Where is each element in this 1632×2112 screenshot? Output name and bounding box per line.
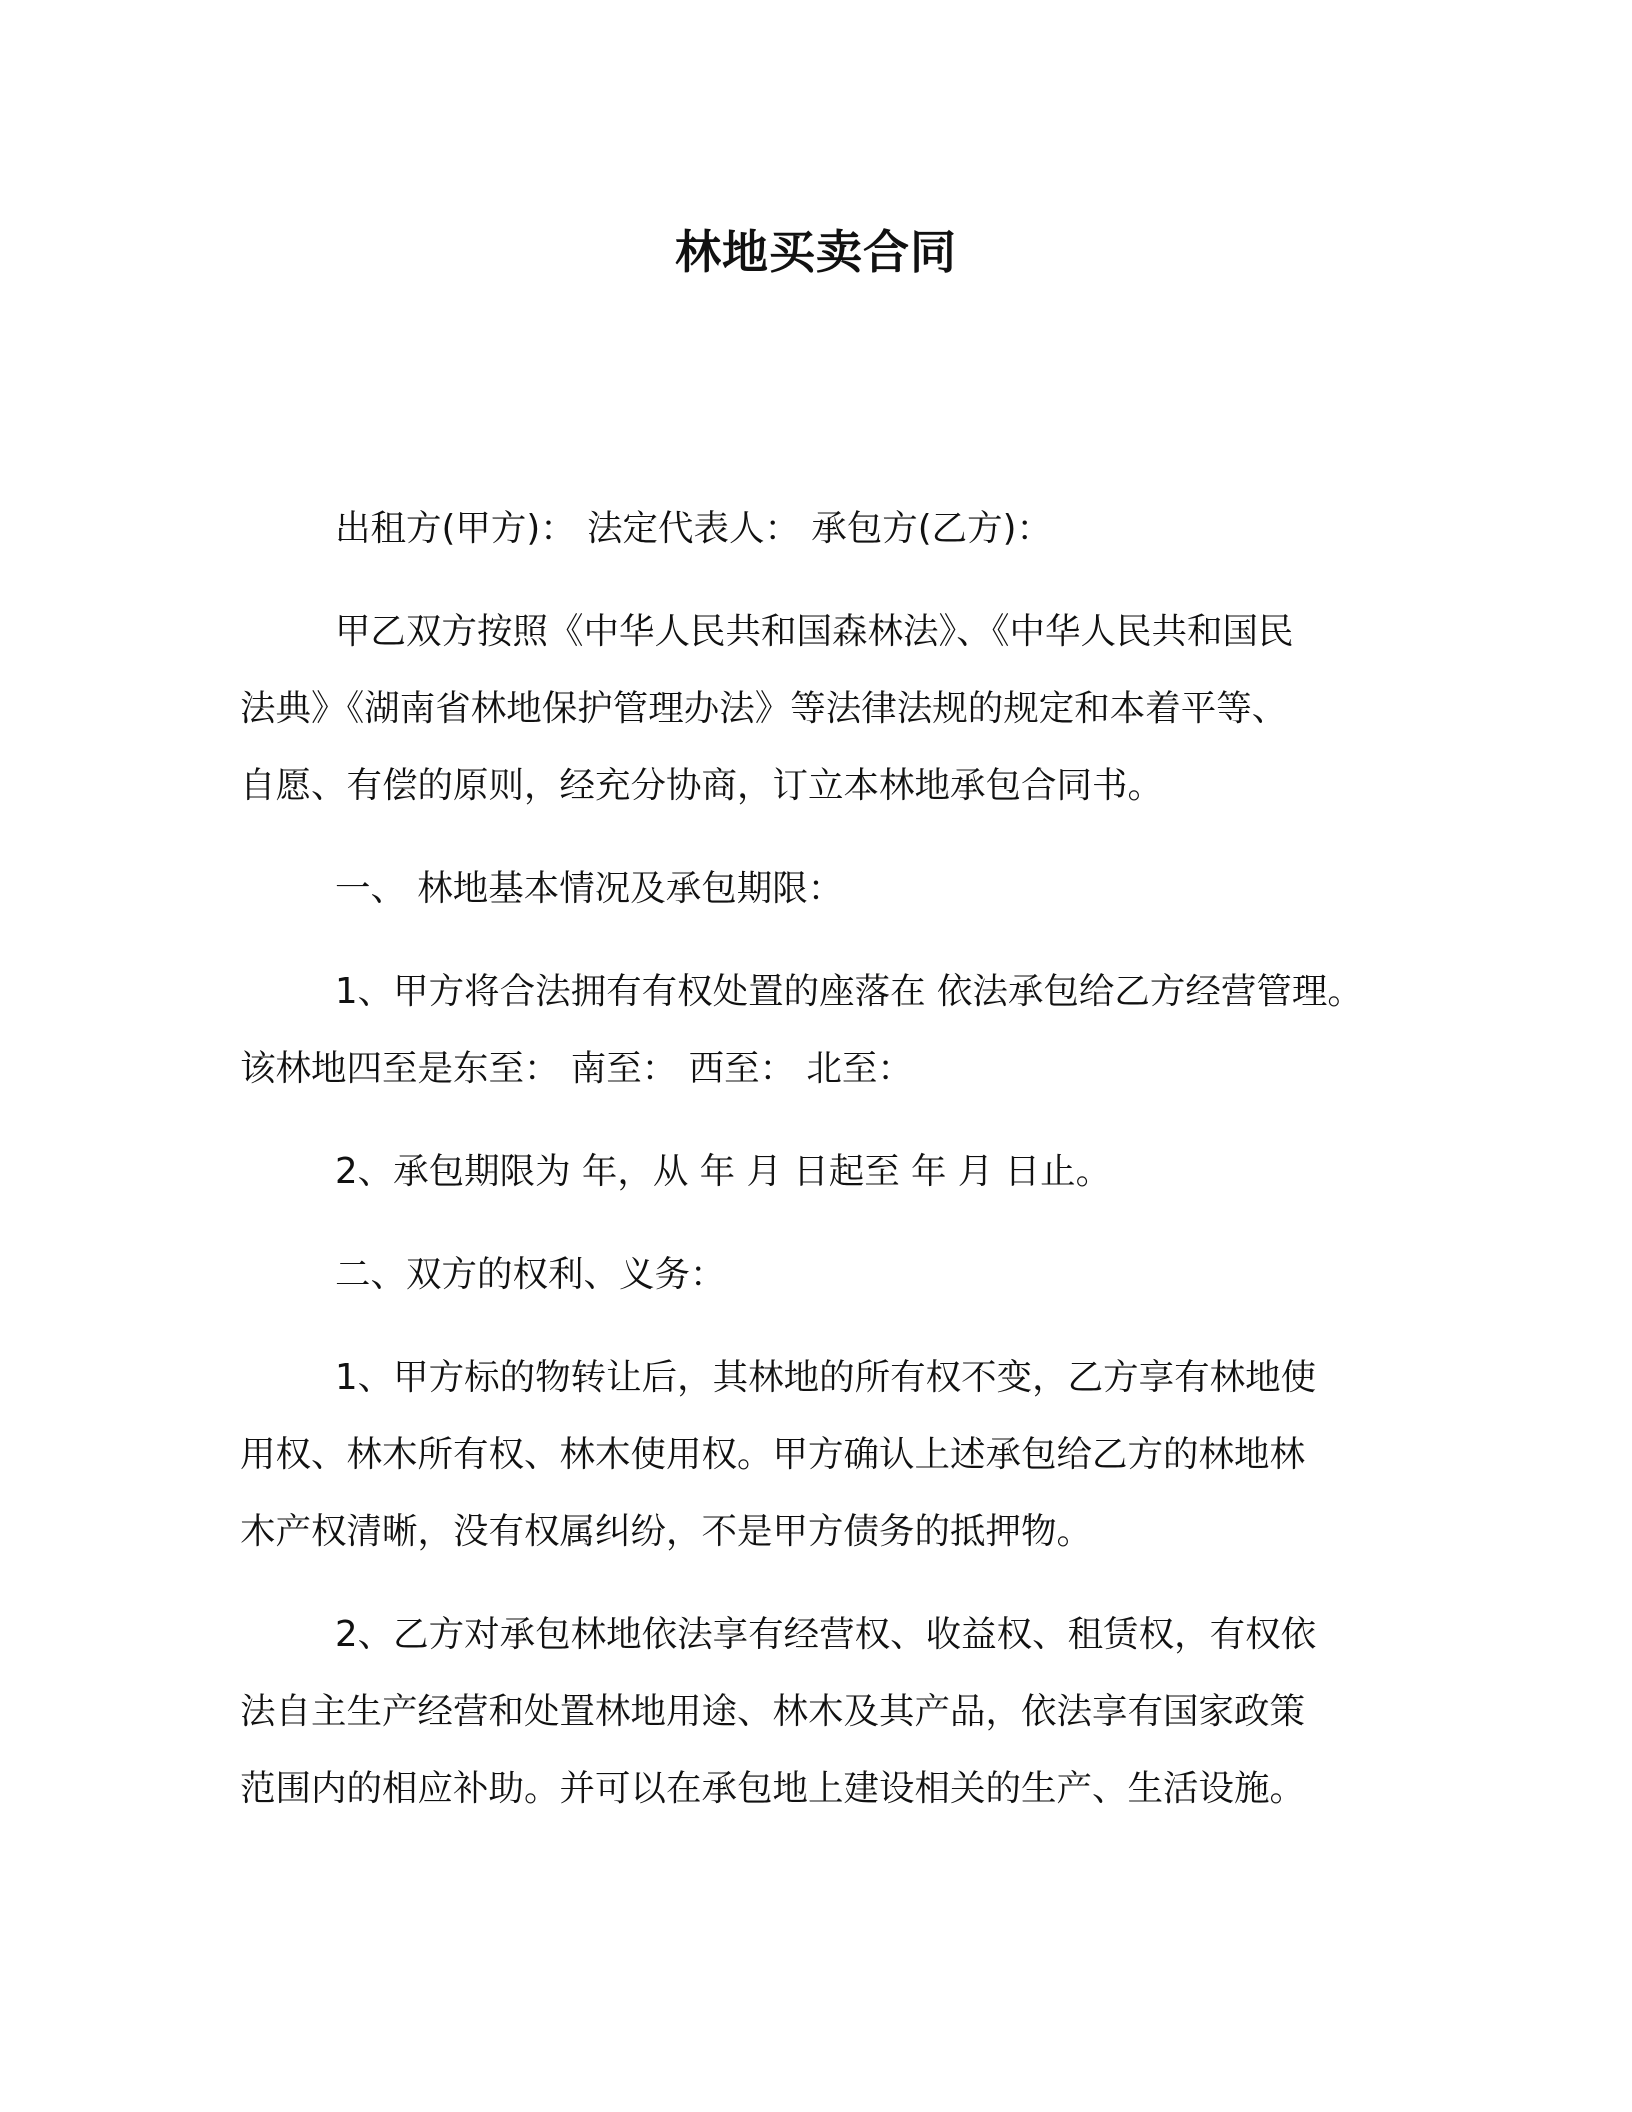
text-line: 出租方(甲方)： 法定代表人： 承包方(乙方)：: [335, 508, 1052, 549]
text-line: 二、双方的权利、义务：: [335, 1254, 726, 1295]
clause-2-2: [240, 1596, 1390, 1827]
preamble-paragraph: [240, 593, 1390, 824]
text-line: 1、甲方将合法拥有有权处置的座落在 依法承包给乙方经营管理。: [335, 971, 1363, 1012]
text-line: 2、乙方对承包林地依法享有经营权、收益权、租赁权，有权依: [335, 1614, 1317, 1655]
text-line: 法典》《湖南省林地保护管理办法》等法律法规的规定和本着平等、: [240, 688, 1288, 729]
text-line: 自愿、有偿的原则，经充分协商，订立本林地承包合同书。: [240, 765, 1164, 806]
clause-1-1: [240, 953, 1390, 1107]
clause-2-1: [240, 1339, 1390, 1570]
text-line: 范围内的相应补助。并可以在承包地上建设相关的生产、生活设施。: [240, 1768, 1306, 1809]
text-line: 一、 林地基本情况及承包期限：: [335, 868, 844, 909]
document-title: 林地买卖合同: [675, 225, 957, 279]
text-line: 1、甲方标的物转让后，其林地的所有权不变，乙方享有林地使: [335, 1357, 1317, 1398]
text-line: 用权、林木所有权、林木使用权。甲方确认上述承包给乙方的林地林: [240, 1434, 1306, 1475]
text-line: 甲乙双方按照《中华人民共和国森林法》、《中华人民共和国民: [335, 611, 1294, 652]
text-line: 木产权清晰，没有权属纠纷，不是甲方债务的抵押物。: [240, 1511, 1093, 1552]
clause-1-2: [240, 1133, 1390, 1210]
document-body: [240, 490, 1390, 1853]
text-line: 法自主生产经营和处置林地用途、林木及其产品，依法享有国家政策: [240, 1691, 1306, 1732]
section-heading-2: [240, 1236, 1390, 1313]
text-line: 该林地四至是东至： 南至： 西至： 北至：: [240, 1048, 913, 1089]
parties-paragraph: [240, 490, 1390, 567]
text-line: 2、承包期限为 年，从 年 月 日起至 年 月 日止。: [335, 1151, 1112, 1192]
section-heading-1: [240, 850, 1390, 927]
